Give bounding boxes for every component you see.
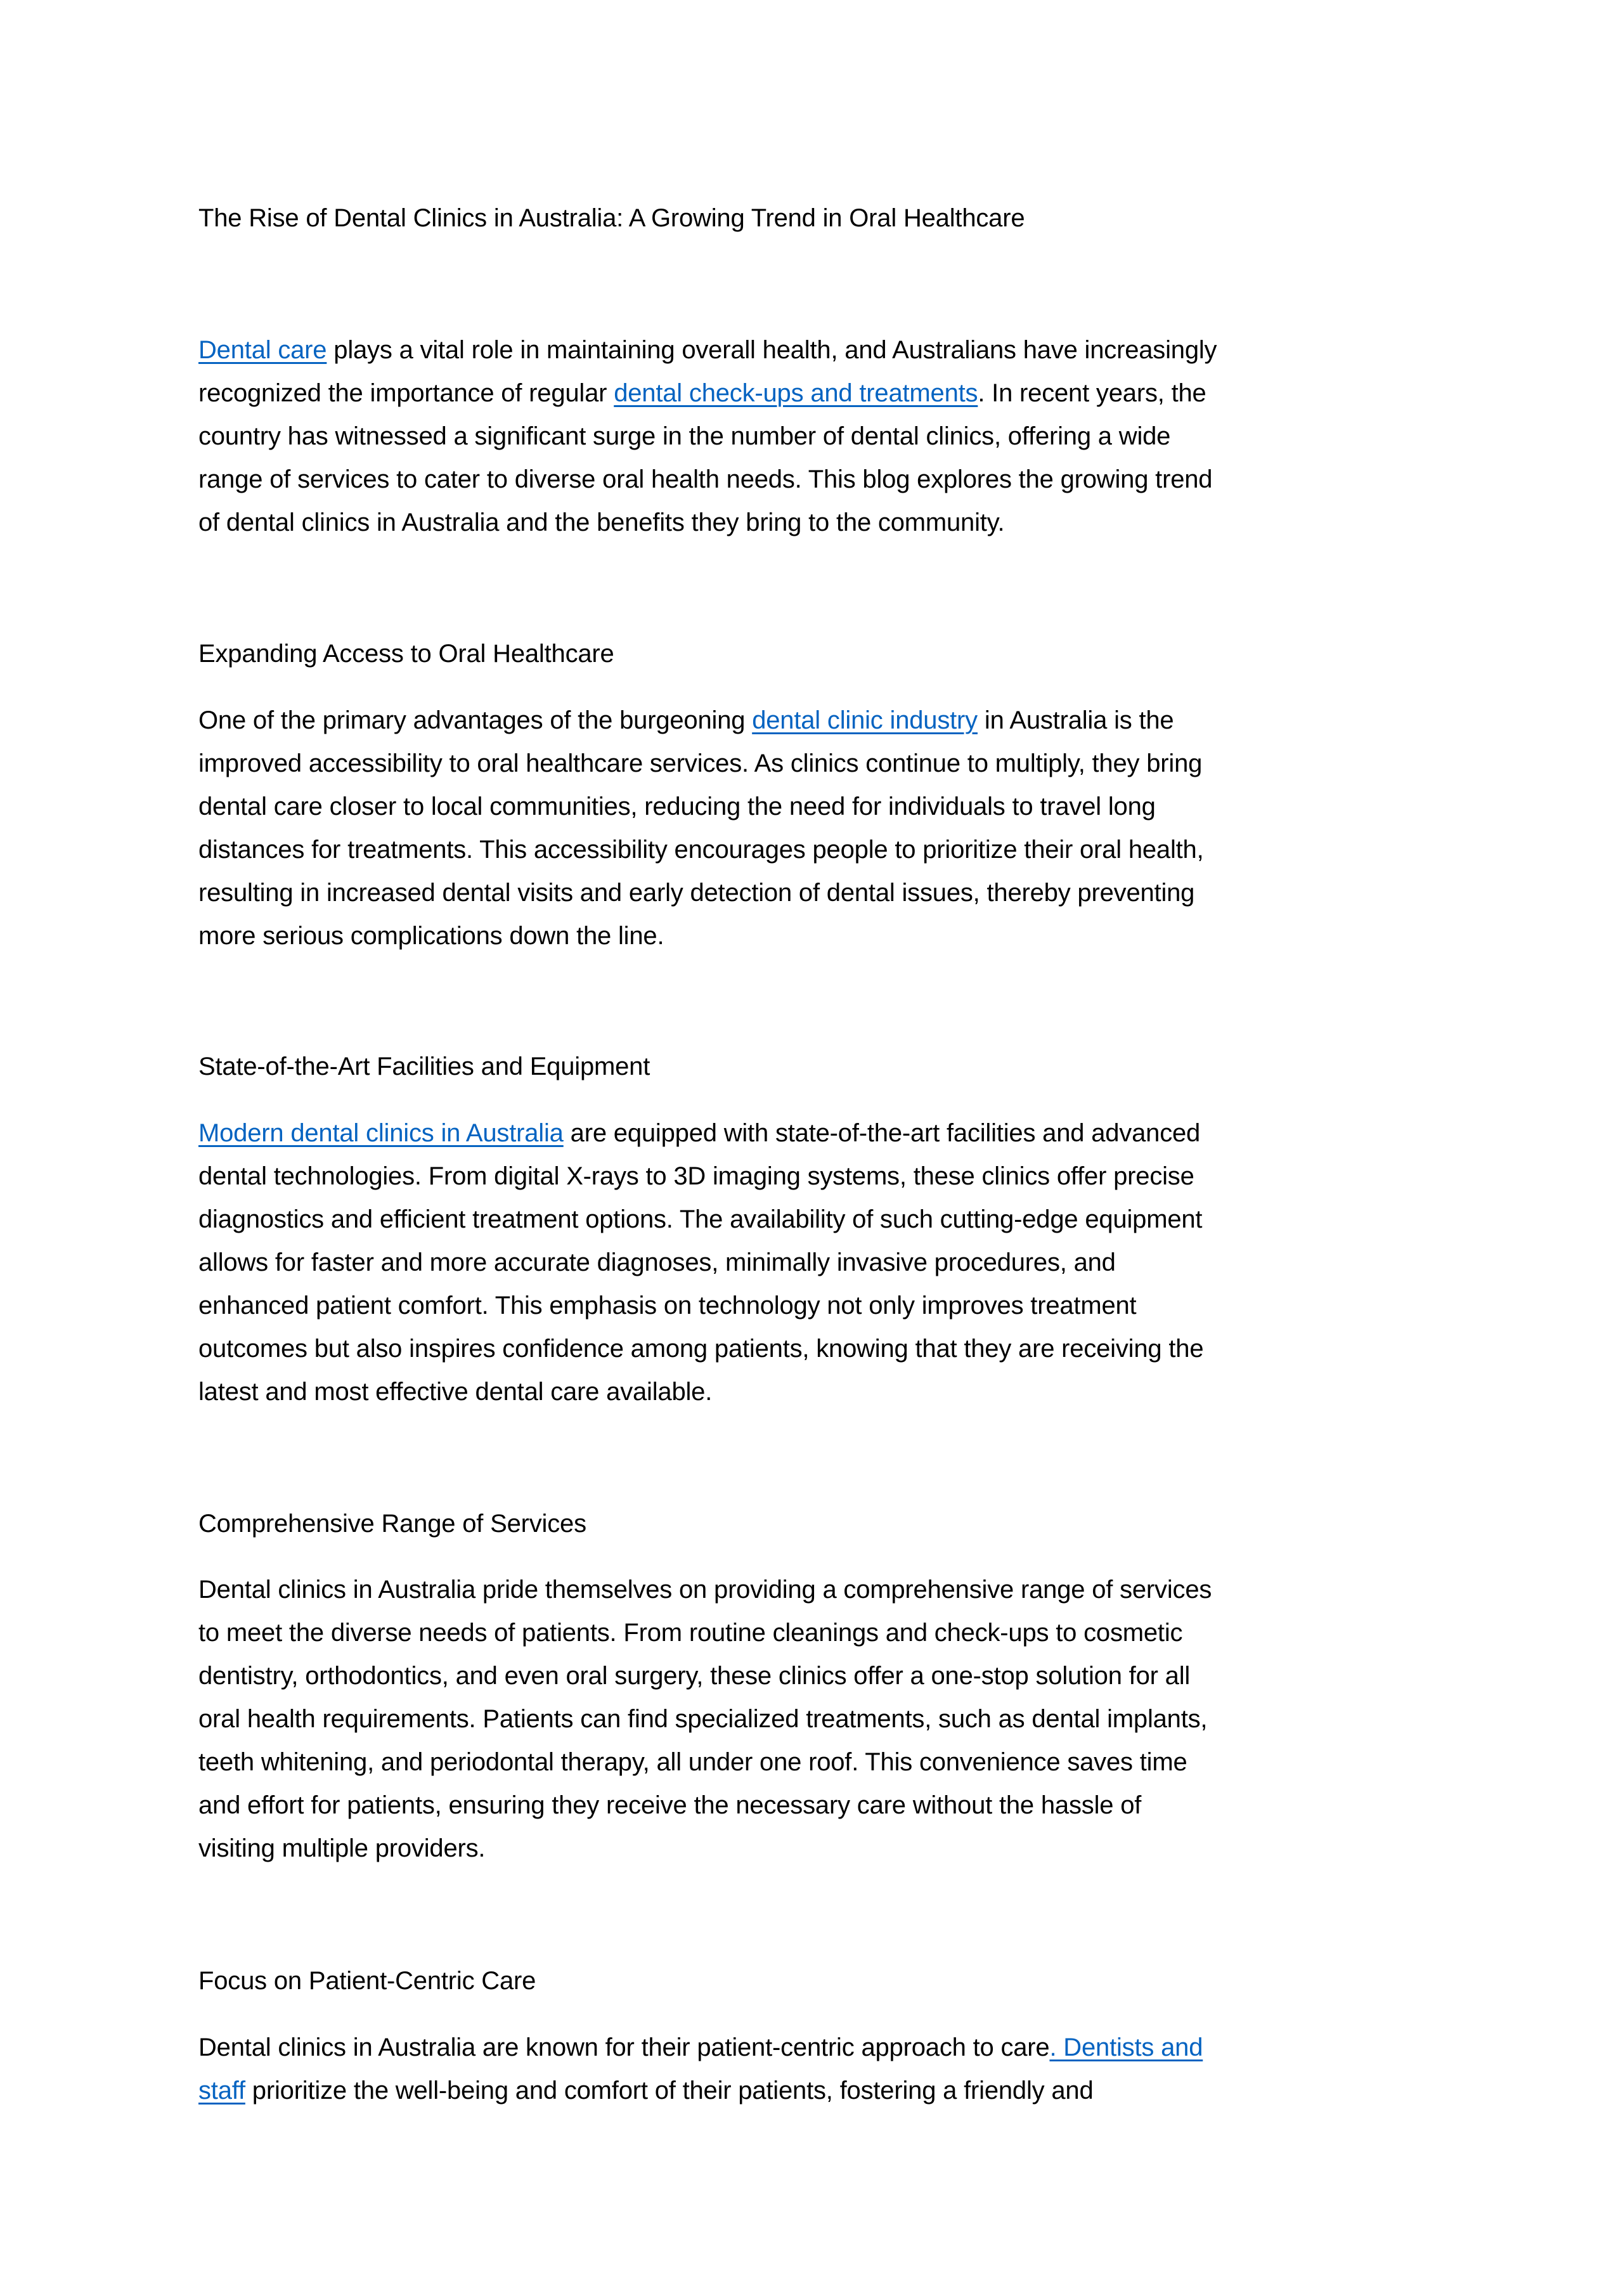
line-text: plays a vital role in maintaining overall health, and Australians have increasingly [327, 336, 1217, 364]
paragraph-line: dental technologies. From digital X-rays to 3D imaging systems, these clinics offer precise [198, 1162, 1194, 1190]
link-modern-dental-clinics[interactable]: Modern dental clinics in Australia [198, 1119, 564, 1147]
link-dentists-and-staff[interactable]: . Dentists and [1049, 2033, 1203, 2061]
paragraph-line: of dental clinics in Australia and the benefits they bring to the community. [198, 509, 1005, 536]
paragraph-line: allows for faster and more accurate diagnoses, minimally invasive procedures, and [198, 1249, 1116, 1276]
paragraph-line: enhanced patient comfort. This emphasis on technology not only improves treatment [198, 1292, 1137, 1320]
paragraph-line: range of services to cater to diverse oral health needs. This blog explores the growing trend [198, 465, 1213, 493]
link-dental-checkups[interactable]: dental check-ups and treatments [614, 379, 978, 407]
section-paragraph [198, 1568, 1441, 1870]
paragraph-line: more serious complications down the line. [198, 922, 664, 950]
paragraph-line: dentistry, orthodontics, and even oral surgery, these clinics offer a one-stop solution for all [198, 1662, 1191, 1690]
line-text: prioritize the well-being and comfort of their patients, fostering a friendly and [245, 2077, 1094, 2105]
paragraph-line [198, 2069, 1441, 2112]
heading-text: Expanding Access to Oral Healthcare [198, 640, 614, 668]
paragraph-line: latest and most effective dental care available. [198, 1378, 713, 1406]
paragraph-line: visiting multiple providers. [198, 1834, 486, 1862]
paragraph-line: teeth whitening, and periodontal therapy, all under one roof. This convenience saves time [198, 1748, 1187, 1776]
section-heading [198, 1045, 1441, 1088]
heading-text: State-of-the-Art Facilities and Equipment [198, 1053, 650, 1080]
line-text: are equipped with state-of-the-art facilities and advanced [563, 1119, 1201, 1147]
document-title [198, 197, 1441, 240]
paragraph-line [198, 2026, 1441, 2069]
paragraph-line: country has witnessed a significant surge in the number of dental clinics, offering a wide [198, 422, 1171, 450]
section-paragraph [198, 699, 1441, 957]
line-text: Dental clinics in Australia are known for their patient-centric approach to care [198, 2033, 1050, 2061]
line-text: . In recent years, the [978, 379, 1206, 407]
paragraph-line [198, 328, 1441, 372]
line-text: recognized the importance of regular [198, 379, 614, 407]
section-heading [198, 632, 1441, 675]
paragraph-line: resulting in increased dental visits and early detection of dental issues, thereby preventing [198, 879, 1195, 907]
heading-text: Focus on Patient-Centric Care [198, 1967, 536, 1995]
link-dental-care[interactable]: Dental care [198, 336, 327, 364]
section-paragraph [198, 1112, 1441, 1413]
link-dental-clinic-industry[interactable]: dental clinic industry [752, 706, 978, 734]
paragraph-line: Dental clinics in Australia pride themselves on providing a comprehensive range of services [198, 1576, 1212, 1604]
paragraph-line: oral health requirements. Patients can find specialized treatments, such as dental implants, [198, 1705, 1208, 1733]
line-text: in Australia is the [977, 706, 1174, 734]
section-heading [198, 1959, 1441, 2002]
section-heading [198, 1502, 1441, 1545]
intro-paragraph [198, 328, 1441, 544]
heading-text: Comprehensive Range of Services [198, 1510, 586, 1538]
section-paragraph [198, 2026, 1441, 2112]
line-text: One of the primary advantages of the burgeoning [198, 706, 753, 734]
link-staff[interactable]: staff [198, 2077, 245, 2105]
paragraph-line [198, 372, 1441, 415]
paragraph-line: to meet the diverse needs of patients. From routine cleanings and check-ups to cosmetic [198, 1619, 1183, 1647]
paragraph-line [198, 1112, 1441, 1155]
paragraph-line: diagnostics and efficient treatment options. The availability of such cutting-edge equipment [198, 1205, 1203, 1233]
paragraph-line: improved accessibility to oral healthcare services. As clinics continue to multiply, they bring [198, 749, 1203, 777]
paragraph-line: outcomes but also inspires confidence among patients, knowing that they are receiving the [198, 1335, 1204, 1363]
paragraph-line: distances for treatments. This accessibility encourages people to prioritize their oral health, [198, 836, 1204, 864]
title-text: The Rise of Dental Clinics in Australia: A Growing Trend in Oral Healthcare [198, 204, 1025, 232]
paragraph-line [198, 699, 1441, 742]
paragraph-line: and effort for patients, ensuring they receive the necessary care without the hassle of [198, 1791, 1142, 1819]
paragraph-line: dental care closer to local communities, reducing the need for individuals to travel long [198, 793, 1156, 820]
